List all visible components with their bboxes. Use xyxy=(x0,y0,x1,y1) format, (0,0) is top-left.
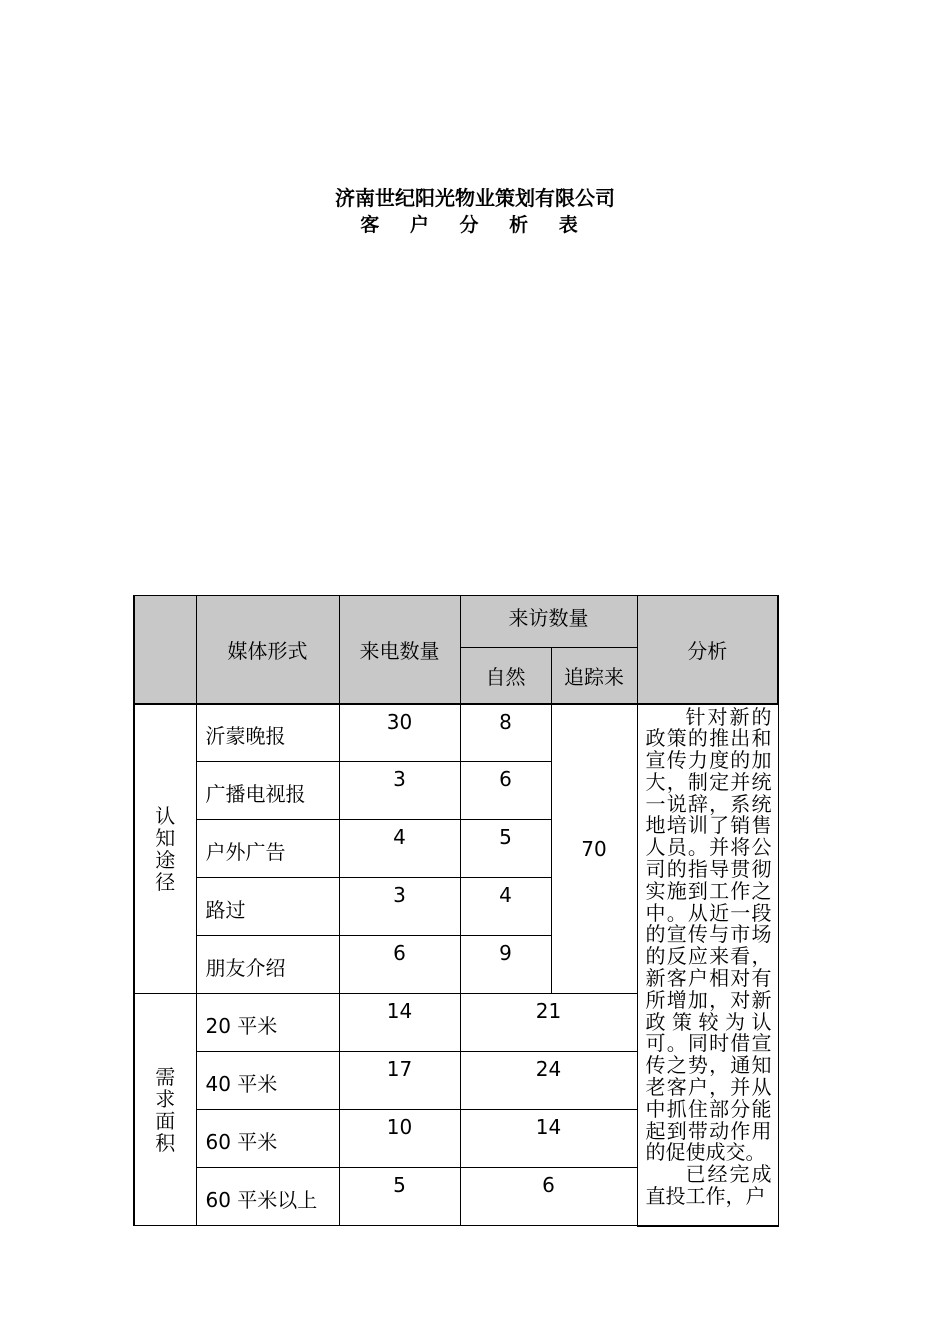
call-count: 6 xyxy=(339,936,460,994)
group-awareness: 认知途径 xyxy=(134,704,196,994)
row-label: 路过 xyxy=(196,878,339,936)
visit-count: 6 xyxy=(460,1168,637,1226)
row-label: 60 平米以上 xyxy=(196,1168,339,1226)
call-count: 14 xyxy=(339,994,460,1052)
row-label: 60 平米 xyxy=(196,1110,339,1168)
header-visit-count: 来访数量 xyxy=(460,596,637,648)
row-label: 广播电视报 xyxy=(196,762,339,820)
call-count: 4 xyxy=(339,820,460,878)
header-call-count: 来电数量 xyxy=(339,596,460,704)
row-label: 40 平米 xyxy=(196,1052,339,1110)
tracked-total: 70 xyxy=(551,704,637,994)
header-natural: 自然 xyxy=(460,648,551,704)
header-analysis: 分析 xyxy=(637,596,778,704)
call-count: 5 xyxy=(339,1168,460,1226)
table-row xyxy=(134,704,778,762)
call-count: 30 xyxy=(339,704,460,762)
call-count: 10 xyxy=(339,1110,460,1168)
natural-count: 6 xyxy=(460,762,551,820)
header-tracked: 追踪来 xyxy=(551,648,637,704)
call-count: 17 xyxy=(339,1052,460,1110)
analysis-paragraph-2: 已经完成直投工作，户 xyxy=(645,1162,772,1209)
header-corner-cell xyxy=(134,596,196,704)
analysis-text xyxy=(637,704,778,1226)
row-label: 20 平米 xyxy=(196,994,339,1052)
natural-count: 9 xyxy=(460,936,551,994)
row-label: 朋友介绍 xyxy=(196,936,339,994)
call-count: 3 xyxy=(339,762,460,820)
header-media-type: 媒体形式 xyxy=(196,596,339,704)
row-label: 户外广告 xyxy=(196,820,339,878)
natural-count: 8 xyxy=(460,704,551,762)
company-name: 济南世纪阳光物业策划有限公司 xyxy=(335,186,615,210)
visit-count: 24 xyxy=(460,1052,637,1110)
customer-analysis-table xyxy=(133,595,779,1227)
call-count: 3 xyxy=(339,878,460,936)
visit-count: 21 xyxy=(460,994,637,1052)
natural-count: 4 xyxy=(460,878,551,936)
natural-count: 5 xyxy=(460,820,551,878)
row-label: 沂蒙晚报 xyxy=(196,704,339,762)
visit-count: 14 xyxy=(460,1110,637,1168)
analysis-paragraph-1: 针对新的政策的推出和宣传力度的加大，制定并统一说辞，系统地培训了销售人员。并将公司的指导贯彻实施到工作之中。从近一段的宣传与市场的反应来看，新客户相对有所增加，对新政策较为认可。同时借宣传之势，通知老客户，并从中抓住部分能起到带动作用的促使成交。 xyxy=(645,706,772,1165)
group-area: 需求面积 xyxy=(134,994,196,1226)
table-title: 客 户 分 析 表 xyxy=(360,214,590,236)
